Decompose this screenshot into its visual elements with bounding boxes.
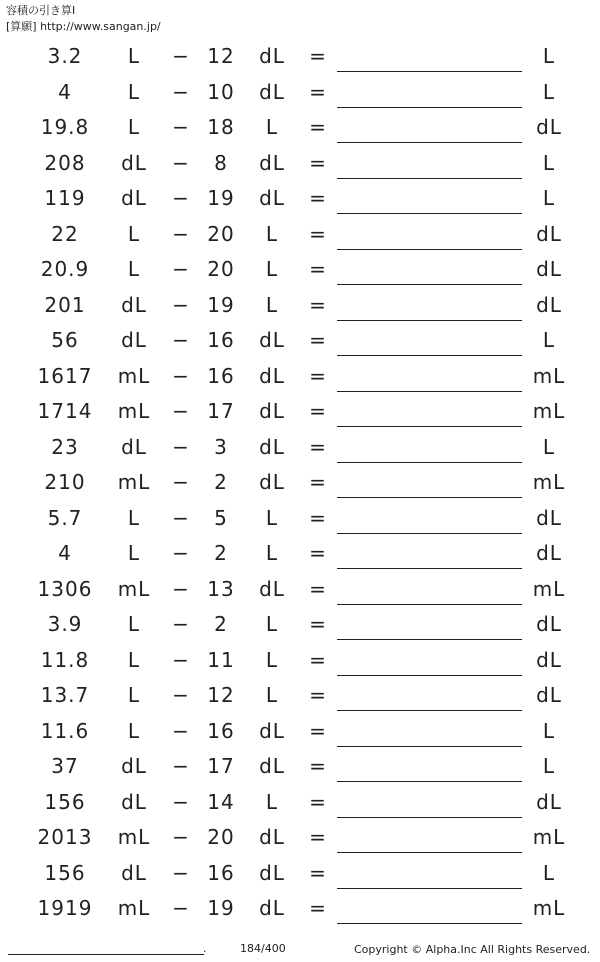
problem-row	[0, 359, 600, 395]
problem-row	[0, 785, 600, 821]
equals-sign: =	[309, 860, 327, 885]
minus-sign: −	[172, 860, 190, 885]
problem-row	[0, 820, 600, 856]
source-link[interactable]: [算願] http://www.sangan.jp/	[6, 20, 161, 33]
result-unit: dL	[536, 612, 562, 636]
subtrahend-unit: dL	[259, 79, 285, 104]
minus-sign: −	[172, 754, 190, 778]
subtrahend-unit: dL	[259, 718, 285, 743]
answer-blank[interactable]	[337, 426, 522, 427]
minus-sign: −	[172, 363, 190, 388]
subtrahend-value: 19	[207, 186, 235, 210]
answer-blank[interactable]	[337, 817, 522, 818]
subtrahend-value: 2	[214, 612, 228, 636]
minuend-unit: mL	[117, 399, 151, 423]
equals-sign: =	[309, 292, 327, 317]
result-unit: L	[542, 434, 556, 459]
answer-blank[interactable]	[337, 284, 522, 285]
subtrahend-unit: dL	[259, 576, 285, 601]
subtrahend-unit: dL	[259, 186, 285, 210]
minus-sign: −	[172, 434, 190, 459]
subtrahend-unit: dL	[259, 434, 285, 459]
subtrahend-value: 17	[207, 754, 235, 778]
minuend-unit: dL	[121, 150, 147, 175]
minuend-value: 1714	[37, 399, 93, 423]
answer-blank[interactable]	[337, 923, 522, 924]
subtrahend-value: 20	[207, 221, 235, 246]
answer-blank[interactable]	[337, 178, 522, 179]
subtrahend-unit: dL	[259, 860, 285, 885]
minuend-value: 156	[44, 860, 86, 885]
subtrahend-value: 2	[214, 541, 228, 565]
problem-list	[0, 39, 600, 927]
equals-sign: =	[309, 44, 327, 68]
page-number: 184/400	[240, 942, 286, 955]
subtrahend-unit: dL	[259, 363, 285, 388]
problem-row	[0, 217, 600, 253]
subtrahend-value: 12	[207, 44, 235, 68]
minuend-unit: L	[127, 221, 141, 246]
result-unit: L	[542, 328, 556, 352]
equals-sign: =	[309, 434, 327, 459]
minus-sign: −	[172, 44, 190, 68]
minuend-unit: dL	[121, 789, 147, 814]
equals-sign: =	[309, 328, 327, 352]
equals-sign: =	[309, 683, 327, 707]
minus-sign: −	[172, 718, 190, 743]
result-unit: L	[542, 44, 556, 68]
minus-sign: −	[172, 186, 190, 210]
equals-sign: =	[309, 612, 327, 636]
minuend-value: 20.9	[40, 257, 90, 281]
subtrahend-value: 8	[214, 150, 228, 175]
minuend-unit: mL	[117, 363, 151, 388]
minuend-value: 1919	[37, 896, 93, 920]
subtrahend-value: 2	[214, 470, 228, 494]
problem-row	[0, 678, 600, 714]
subtrahend-value: 10	[207, 79, 235, 104]
problem-row	[0, 181, 600, 217]
minuend-unit: dL	[121, 754, 147, 778]
minuend-unit: dL	[121, 328, 147, 352]
equals-sign: =	[309, 470, 327, 494]
equals-sign: =	[309, 150, 327, 175]
minuend-value: 11.6	[40, 718, 90, 743]
equals-sign: =	[309, 789, 327, 814]
result-unit: mL	[532, 363, 566, 388]
minus-sign: −	[172, 683, 190, 707]
result-unit: dL	[536, 789, 562, 814]
minuend-unit: dL	[121, 186, 147, 210]
subtrahend-value: 19	[207, 292, 235, 317]
answer-blank[interactable]	[337, 888, 522, 889]
answer-blank[interactable]	[337, 746, 522, 747]
subtrahend-value: 16	[207, 860, 235, 885]
subtrahend-unit: L	[265, 789, 279, 814]
equals-sign: =	[309, 647, 327, 672]
result-unit: L	[542, 79, 556, 104]
result-unit: L	[542, 754, 556, 778]
equals-sign: =	[309, 754, 327, 778]
equals-sign: =	[309, 186, 327, 210]
minuend-unit: L	[127, 612, 141, 636]
minus-sign: −	[172, 399, 190, 423]
minuend-unit: mL	[117, 825, 151, 849]
minus-sign: −	[172, 328, 190, 352]
subtrahend-value: 5	[214, 505, 228, 530]
minuend-unit: L	[127, 115, 141, 139]
subtrahend-unit: dL	[259, 399, 285, 423]
minus-sign: −	[172, 221, 190, 246]
worksheet-title: 容積の引き算I	[6, 4, 76, 17]
minuend-value: 4	[58, 79, 72, 104]
problem-row	[0, 607, 600, 643]
answer-blank[interactable]	[337, 320, 522, 321]
problem-row	[0, 891, 600, 927]
problem-row	[0, 323, 600, 359]
problem-row	[0, 110, 600, 146]
result-unit: dL	[536, 115, 562, 139]
minuend-value: 3.9	[47, 612, 83, 636]
answer-blank[interactable]	[337, 568, 522, 569]
subtrahend-unit: L	[265, 612, 279, 636]
result-unit: mL	[532, 470, 566, 494]
minus-sign: −	[172, 576, 190, 601]
equals-sign: =	[309, 257, 327, 281]
answer-blank[interactable]	[337, 71, 522, 72]
result-unit: dL	[536, 292, 562, 317]
answer-blank[interactable]	[337, 391, 522, 392]
subtrahend-unit: L	[265, 541, 279, 565]
minuend-value: 13.7	[40, 683, 90, 707]
answer-blank[interactable]	[337, 142, 522, 143]
subtrahend-unit: dL	[259, 44, 285, 68]
result-unit: mL	[532, 825, 566, 849]
result-unit: dL	[536, 221, 562, 246]
minuend-value: 3.2	[47, 44, 83, 68]
minus-sign: −	[172, 257, 190, 281]
minuend-unit: L	[127, 541, 141, 565]
result-unit: dL	[536, 541, 562, 565]
subtrahend-unit: L	[265, 257, 279, 281]
subtrahend-unit: dL	[259, 150, 285, 175]
minuend-value: 1306	[37, 576, 93, 601]
subtrahend-unit: L	[265, 292, 279, 317]
equals-sign: =	[309, 576, 327, 601]
minuend-unit: mL	[117, 470, 151, 494]
problem-row	[0, 749, 600, 785]
equals-sign: =	[309, 825, 327, 849]
answer-blank[interactable]	[337, 781, 522, 782]
equals-sign: =	[309, 79, 327, 104]
result-unit: mL	[532, 896, 566, 920]
subtrahend-unit: dL	[259, 754, 285, 778]
name-line	[8, 954, 204, 955]
subtrahend-value: 19	[207, 896, 235, 920]
equals-sign: =	[309, 505, 327, 530]
minus-sign: −	[172, 115, 190, 139]
result-unit: dL	[536, 683, 562, 707]
minuend-unit: mL	[117, 896, 151, 920]
problem-row	[0, 501, 600, 537]
minuend-value: 1617	[37, 363, 93, 388]
minuend-value: 11.8	[40, 647, 90, 672]
minuend-value: 119	[44, 186, 86, 210]
problem-row	[0, 465, 600, 501]
equals-sign: =	[309, 718, 327, 743]
result-unit: dL	[536, 257, 562, 281]
result-unit: dL	[536, 505, 562, 530]
problem-row	[0, 252, 600, 288]
equals-sign: =	[309, 363, 327, 388]
answer-blank[interactable]	[337, 604, 522, 605]
minuend-value: 4	[58, 541, 72, 565]
result-unit: mL	[532, 399, 566, 423]
answer-blank[interactable]	[337, 107, 522, 108]
subtrahend-value: 16	[207, 328, 235, 352]
subtrahend-unit: dL	[259, 328, 285, 352]
result-unit: mL	[532, 576, 566, 601]
minus-sign: −	[172, 541, 190, 565]
minuend-unit: L	[127, 718, 141, 743]
minuend-value: 201	[44, 292, 86, 317]
subtrahend-unit: dL	[259, 825, 285, 849]
subtrahend-unit: L	[265, 505, 279, 530]
equals-sign: =	[309, 896, 327, 920]
minus-sign: −	[172, 470, 190, 494]
minus-sign: −	[172, 150, 190, 175]
answer-blank[interactable]	[337, 497, 522, 498]
minuend-unit: mL	[117, 576, 151, 601]
minus-sign: −	[172, 505, 190, 530]
problem-row	[0, 856, 600, 892]
subtrahend-value: 16	[207, 718, 235, 743]
minuend-value: 156	[44, 789, 86, 814]
minuend-unit: L	[127, 647, 141, 672]
subtrahend-unit: L	[265, 647, 279, 672]
minus-sign: −	[172, 647, 190, 672]
minuend-value: 19.8	[40, 115, 90, 139]
minuend-unit: dL	[121, 292, 147, 317]
result-unit: L	[542, 860, 556, 885]
minuend-value: 56	[51, 328, 79, 352]
problem-row	[0, 146, 600, 182]
result-unit: L	[542, 718, 556, 743]
minuend-unit: L	[127, 257, 141, 281]
minuend-value: 210	[44, 470, 86, 494]
result-unit: dL	[536, 647, 562, 672]
minuend-unit: L	[127, 505, 141, 530]
equals-sign: =	[309, 221, 327, 246]
minuend-unit: L	[127, 44, 141, 68]
result-unit: L	[542, 150, 556, 175]
subtrahend-value: 13	[207, 576, 235, 601]
answer-blank[interactable]	[337, 462, 522, 463]
subtrahend-unit: L	[265, 683, 279, 707]
problem-row	[0, 714, 600, 750]
minus-sign: −	[172, 789, 190, 814]
answer-blank[interactable]	[337, 533, 522, 534]
subtrahend-value: 16	[207, 363, 235, 388]
answer-blank[interactable]	[337, 852, 522, 853]
worksheet-header	[6, 3, 161, 35]
problem-row	[0, 536, 600, 572]
equals-sign: =	[309, 541, 327, 565]
answer-blank[interactable]	[337, 710, 522, 711]
equals-sign: =	[309, 399, 327, 423]
subtrahend-value: 18	[207, 115, 235, 139]
minuend-unit: L	[127, 683, 141, 707]
problem-row	[0, 643, 600, 679]
footer	[0, 940, 600, 962]
minus-sign: −	[172, 825, 190, 849]
subtrahend-value: 14	[207, 789, 235, 814]
subtrahend-unit: L	[265, 115, 279, 139]
minuend-value: 22	[51, 221, 79, 246]
minuend-unit: dL	[121, 860, 147, 885]
subtrahend-value: 11	[207, 647, 235, 672]
minuend-value: 5.7	[47, 505, 83, 530]
problem-row	[0, 572, 600, 608]
problem-row	[0, 430, 600, 466]
subtrahend-unit: dL	[259, 470, 285, 494]
minuend-unit: L	[127, 79, 141, 104]
subtrahend-unit: dL	[259, 896, 285, 920]
equals-sign: =	[309, 115, 327, 139]
subtrahend-value: 20	[207, 257, 235, 281]
problem-row	[0, 288, 600, 324]
answer-blank[interactable]	[337, 355, 522, 356]
minus-sign: −	[172, 79, 190, 104]
answer-blank[interactable]	[337, 213, 522, 214]
minus-sign: −	[172, 292, 190, 317]
subtrahend-unit: L	[265, 221, 279, 246]
answer-blank[interactable]	[337, 675, 522, 676]
minuend-value: 2013	[37, 825, 93, 849]
problem-row	[0, 394, 600, 430]
minus-sign: −	[172, 612, 190, 636]
answer-blank[interactable]	[337, 639, 522, 640]
result-unit: L	[542, 186, 556, 210]
subtrahend-value: 17	[207, 399, 235, 423]
subtrahend-value: 12	[207, 683, 235, 707]
copyright: Copyright © Alpha.Inc All Rights Reserved.	[354, 943, 591, 956]
problem-row	[0, 75, 600, 111]
subtrahend-value: 20	[207, 825, 235, 849]
answer-blank[interactable]	[337, 249, 522, 250]
problem-row	[0, 39, 600, 75]
name-dot: .	[203, 942, 207, 955]
minus-sign: −	[172, 896, 190, 920]
minuend-value: 208	[44, 150, 86, 175]
minuend-value: 23	[51, 434, 79, 459]
minuend-value: 37	[51, 754, 79, 778]
subtrahend-value: 3	[214, 434, 228, 459]
minuend-unit: dL	[121, 434, 147, 459]
